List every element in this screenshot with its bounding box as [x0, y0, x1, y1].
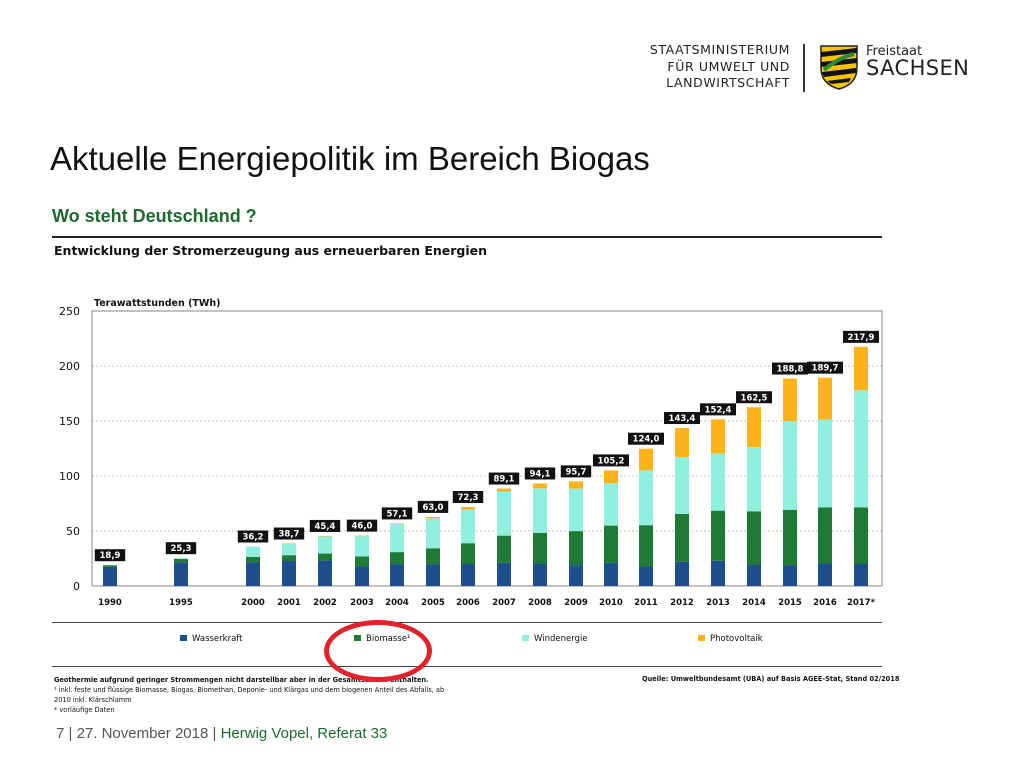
bar-2009-2 [569, 489, 583, 531]
legend-bottom-rule [52, 666, 882, 667]
bar-2013-0 [711, 561, 725, 586]
footnote-1: ¹ inkl. feste und flüssige Biomasse, Biogas, Biomethan, Deponie- und Klärgas und dem biogenen Anteil des Abfalls, ab [54, 686, 445, 694]
bar-2006-0 [461, 564, 475, 586]
bar-2014-1 [747, 511, 761, 564]
total-label-1995: 25,3 [170, 544, 192, 555]
bar-1995-2 [174, 558, 188, 559]
bar-2007-1 [497, 536, 511, 563]
x-tick-2017*: 2017* [846, 598, 876, 608]
bar-2008-2 [533, 488, 547, 533]
bar-2001-1 [282, 555, 296, 561]
y-tick-250: 250 [59, 305, 80, 318]
bar-2010-3 [604, 470, 618, 483]
figure-footnotes [54, 675, 484, 715]
y-tick-0: 0 [73, 580, 80, 593]
legend-label-biomasse: Biomasse¹ [366, 634, 411, 644]
legend-swatch-windenergie [522, 635, 529, 641]
bar-2015-0 [783, 565, 797, 586]
total-label-2010: 105,2 [597, 456, 625, 467]
slide-header [0, 0, 1024, 110]
bar-2005-1 [426, 548, 440, 564]
x-tick-2012: 2012 [670, 598, 694, 608]
biomasse-highlight-circle [324, 620, 432, 682]
ministry-line-3: LANDWIRTSCHAFT [666, 75, 790, 90]
slide-footer [56, 725, 387, 742]
bar-2017*-3 [854, 347, 868, 390]
ministry-line-1: STAATSMINISTERIUM [649, 42, 790, 57]
bar-2000-1 [246, 557, 260, 562]
bar-2003-2 [355, 536, 369, 557]
bar-2012-2 [675, 457, 689, 514]
x-tick-2013: 2013 [706, 598, 730, 608]
bar-2005-2 [426, 518, 440, 548]
figure-title: Entwicklung der Stromerzeugung aus erneuerbaren Energien [54, 243, 488, 258]
bar-2011-1 [639, 525, 653, 566]
bar-2001-3 [282, 544, 296, 545]
x-tick-2010: 2010 [599, 598, 623, 608]
y-tick-150: 150 [59, 415, 80, 428]
figure-source: Quelle: Umweltbundesamt (UBA) auf Basis AGEE-Stat, Stand 02/2018 [642, 675, 900, 683]
x-tick-2002: 2002 [313, 598, 337, 608]
bar-2003-3 [355, 536, 369, 537]
legend-label-wasserkraft: Wasserkraft [192, 634, 243, 644]
bar-1995-0 [174, 562, 188, 586]
legend-label-photovoltaik: Photovoltaik [710, 634, 763, 644]
total-label-2016: 189,7 [811, 363, 839, 374]
bar-2008-1 [533, 533, 547, 564]
bar-2010-0 [604, 563, 618, 586]
coat-of-arms-icon [818, 44, 860, 90]
legend-item-windenergie [522, 634, 588, 644]
bar-2011-3 [639, 449, 653, 471]
x-tick-2011: 2011 [634, 598, 658, 608]
footer-date: | 27. November 2018 | [68, 725, 217, 742]
bar-2005-3 [426, 517, 440, 518]
total-label-2003: 46,0 [351, 521, 373, 532]
legend-label-windenergie: Windenergie [534, 634, 588, 644]
bar-2004-0 [390, 564, 404, 586]
x-tick-2009: 2009 [564, 598, 588, 608]
header-divider [803, 44, 805, 92]
bar-2009-1 [569, 531, 583, 565]
footnote-3: * vorläufige Daten [54, 706, 115, 714]
x-tick-1990: 1990 [98, 598, 122, 608]
chart-legend [52, 622, 882, 660]
total-label-2015: 188,8 [776, 364, 804, 375]
y-axis-label: Terawattstunden (TWh) [94, 298, 221, 309]
y-tick-200: 200 [59, 360, 80, 373]
legend-swatch-photovoltaik [698, 635, 705, 641]
bar-2014-3 [747, 407, 761, 447]
bar-2010-2 [604, 483, 618, 525]
bar-2017*-0 [854, 564, 868, 586]
slide-title: Aktuelle Energiepolitik im Bereich Biogas [50, 140, 650, 177]
bar-2009-0 [569, 565, 583, 586]
legend-swatch-wasserkraft [180, 635, 187, 641]
bar-2002-3 [318, 536, 332, 537]
bar-2000-2 [246, 547, 260, 557]
legend-item-wasserkraft [180, 634, 242, 644]
bar-2015-3 [783, 379, 797, 422]
total-label-2007: 89,1 [493, 474, 515, 485]
bar-2002-0 [318, 561, 332, 586]
x-tick-2007: 2007 [492, 598, 516, 608]
bar-2014-2 [747, 447, 761, 511]
bar-2013-3 [711, 419, 725, 453]
bar-1990-0 [103, 567, 117, 586]
bar-2008-3 [533, 483, 547, 488]
bar-2012-1 [675, 514, 689, 562]
bar-2011-2 [639, 470, 653, 525]
bar-2007-2 [497, 492, 511, 536]
total-label-2008: 94,1 [529, 469, 551, 480]
bar-2016-2 [818, 420, 832, 508]
bar-2007-0 [497, 563, 511, 586]
footnote-geothermie: Geothermie aufgrund geringer Strommengen nicht darstellbar aber in der Gesamtsumme enthalten. [54, 676, 429, 684]
bar-2016-0 [818, 563, 832, 586]
legend-item-photovoltaik [698, 634, 763, 644]
bar-2013-1 [711, 511, 725, 561]
bar-2004-1 [390, 552, 404, 564]
footnote-2: 2010 inkl. Klärschlamm [54, 696, 132, 704]
bar-2004-3 [390, 523, 404, 524]
bar-2013-2 [711, 453, 725, 510]
chart-svg [42, 232, 884, 612]
total-label-2002: 45,4 [314, 521, 336, 532]
bar-2006-2 [461, 509, 475, 543]
bar-2012-3 [675, 428, 689, 457]
bar-2003-1 [355, 557, 369, 567]
bar-2015-2 [783, 421, 797, 510]
x-tick-2016: 2016 [813, 598, 837, 608]
bar-2005-0 [426, 564, 440, 586]
page-number: 7 [56, 725, 65, 742]
x-tick-2000: 2000 [241, 598, 265, 608]
x-tick-2003: 2003 [350, 598, 374, 608]
bar-2008-0 [533, 564, 547, 586]
x-tick-2008: 2008 [528, 598, 552, 608]
bar-2012-0 [675, 562, 689, 586]
y-tick-50: 50 [66, 525, 80, 538]
bar-2002-1 [318, 554, 332, 561]
bar-2004-2 [390, 524, 404, 552]
total-label-2011: 124,0 [632, 434, 660, 445]
bar-2002-2 [318, 536, 332, 553]
ministry-line-2: FÜR UMWELT UND [667, 58, 790, 74]
total-label-2017*: 217,9 [847, 332, 875, 343]
bar-2007-3 [497, 489, 511, 492]
bar-1995-1 [174, 559, 188, 562]
brand-name: SACHSEN [866, 56, 970, 80]
bar-2006-1 [461, 543, 475, 564]
chart-figure [42, 232, 900, 720]
total-label-2009: 95,7 [565, 467, 587, 478]
ministry-name [612, 42, 790, 92]
bar-2015-1 [783, 510, 797, 565]
bar-2014-0 [747, 564, 761, 586]
bar-2017*-2 [854, 390, 868, 507]
y-tick-100: 100 [59, 470, 80, 483]
total-label-2014: 162,5 [740, 393, 768, 404]
x-tick-2015: 2015 [778, 598, 802, 608]
bar-2003-0 [355, 567, 369, 586]
x-tick-1995: 1995 [169, 598, 193, 608]
bar-2011-0 [639, 567, 653, 586]
bar-2000-0 [246, 562, 260, 586]
total-label-1990: 18,9 [99, 551, 121, 562]
slide-subtitle: Wo steht Deutschland ? [52, 206, 257, 226]
total-label-2012: 143,4 [668, 414, 696, 425]
total-label-2001: 38,7 [278, 529, 300, 540]
x-tick-2014: 2014 [742, 598, 766, 608]
bar-2016-1 [818, 507, 832, 563]
total-label-2006: 72,3 [457, 493, 479, 504]
bar-2001-0 [282, 561, 296, 586]
x-tick-2004: 2004 [385, 598, 409, 608]
bar-1990-1 [103, 565, 117, 567]
total-label-2004: 57,1 [386, 509, 408, 520]
total-label-2005: 63,0 [422, 502, 444, 513]
bar-2006-3 [461, 507, 475, 509]
x-tick-2006: 2006 [456, 598, 480, 608]
brand-top-text: Freistaat [866, 44, 923, 59]
footer-author: Herwig Vopel, Referat 33 [220, 725, 388, 742]
bar-2010-1 [604, 526, 618, 563]
bar-2017*-1 [854, 507, 868, 564]
bar-2009-3 [569, 481, 583, 488]
total-label-2013: 152,4 [704, 405, 732, 416]
bar-2001-2 [282, 544, 296, 556]
x-tick-2005: 2005 [421, 598, 445, 608]
total-label-2000: 36,2 [242, 532, 264, 543]
x-tick-2001: 2001 [277, 598, 301, 608]
bar-2016-3 [818, 378, 832, 420]
plot-area [92, 311, 882, 586]
